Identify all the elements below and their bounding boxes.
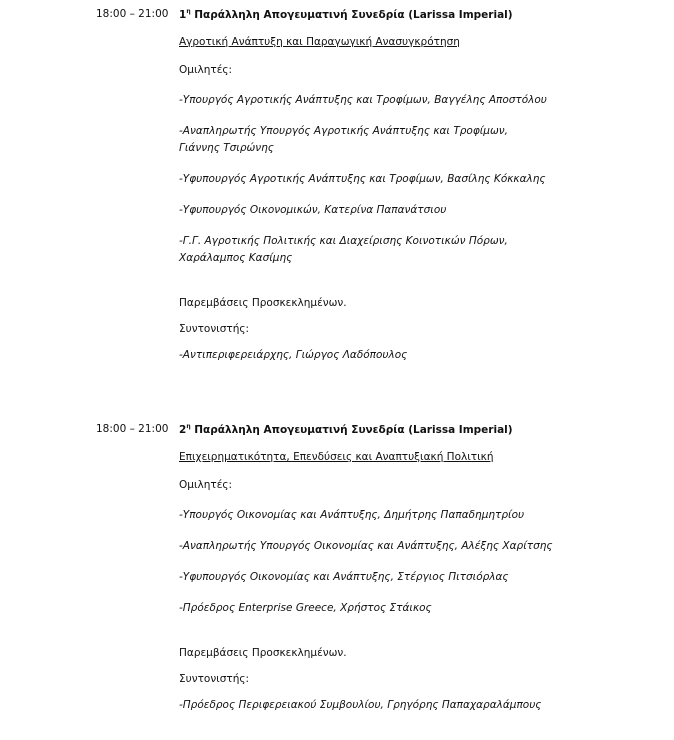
moderator-name: -Αντιπεριφερειάρχης, Γιώργος Λαδόπουλος: [179, 349, 408, 361]
session-topic: Αγροτική Ανάπτυξη και Παραγωγική Ανασυγκρότηση: [179, 36, 460, 48]
session-time: 18:00 – 21:00: [96, 8, 169, 20]
ordinal-superscript: η: [186, 8, 191, 15]
session-title-text: Παράλληλη Απογευματινή Συνεδρία (Larissa Imperial): [194, 9, 513, 21]
session-title: [179, 423, 619, 436]
speaker-item: -Υφυπουργός Οικονομίας και Ανάπτυξης, Στέργιος Πιτσιόρλας: [179, 571, 509, 583]
speaker-item: -Αναπληρωτής Υπουργός Αγροτικής Ανάπτυξης και Τροφίμων, Γιάννης Τσιρώνης: [179, 125, 508, 154]
speaker-item: -Γ.Γ. Αγροτικής Πολιτικής και Διαχείρισης Κοινοτικών Πόρων, Χαράλαμπος Κασίμης: [179, 235, 508, 264]
interventions-text: Παρεμβάσεις Προσκεκλημένων.: [179, 647, 347, 659]
interventions-text: Παρεμβάσεις Προσκεκλημένων.: [179, 297, 347, 309]
speaker-item: -Πρόεδρος Enterprise Greece, Χρήστος Στάικος: [179, 602, 432, 614]
moderator-label: Συντονιστής:: [179, 673, 250, 685]
session-title: [179, 8, 619, 21]
speaker-item: -Υφυπουργός Οικονομικών, Κατερίνα Παπανάτσιου: [179, 204, 447, 216]
speaker-item: -Αναπληρωτής Υπουργός Οικονομίας και Ανάπτυξης, Αλέξης Χαρίτσης: [179, 540, 553, 552]
session-time: 18:00 – 21:00: [96, 423, 169, 435]
speaker-item: -Υπουργός Οικονομίας και Ανάπτυξης, Δημήτρης Παπαδημητρίου: [179, 509, 525, 521]
ordinal-superscript: η: [186, 423, 191, 430]
speakers-label: Ομιλητές:: [179, 479, 233, 491]
session-content: [179, 423, 619, 711]
session-number: 1: [179, 9, 187, 21]
session-number: 2: [179, 424, 187, 436]
moderator-label: Συντονιστής:: [179, 323, 250, 335]
moderator-name: -Πρόεδρος Περιφερειακού Συμβουλίου, Γρηγόρης Παπαχαραλάμπους: [179, 699, 542, 711]
speakers-label: Ομιλητές:: [179, 64, 233, 76]
speaker-item: -Υπουργός Αγροτικής Ανάπτυξης και Τροφίμων, Βαγγέλης Αποστόλου: [179, 94, 547, 106]
speaker-item: -Υφυπουργός Αγροτικής Ανάπτυξης και Τροφίμων, Βασίλης Κόκκαλης: [179, 173, 546, 185]
session-content: [179, 8, 619, 361]
session-topic: Επιχειρηματικότητα, Επενδύσεις και Αναπτυξιακή Πολιτική: [179, 451, 494, 463]
session-title-text: Παράλληλη Απογευματινή Συνεδρία (Larissa Imperial): [194, 424, 513, 436]
